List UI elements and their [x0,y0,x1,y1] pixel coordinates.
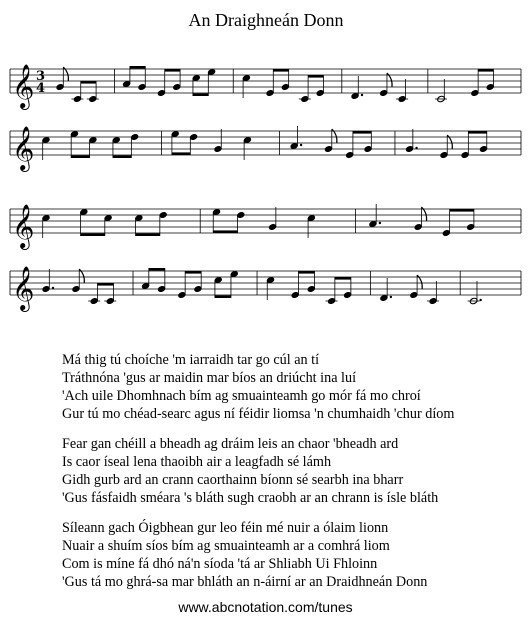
note-beam [335,277,351,280]
time-signature-top: 3 [36,69,46,84]
lyrics [62,351,454,603]
note-dot [379,222,381,224]
lyric-line: Gur tú mo chéad-searc agus ní féidir liomsa 'n chumhaidh 'chur díom [62,406,455,422]
note-beam [165,69,180,72]
stanza-2 [62,435,454,507]
staff-system [10,266,521,312]
note-beam [273,69,288,72]
note-beam [81,233,105,236]
note-dot [300,144,302,146]
treble-clef-icon: 𝄞 [12,64,35,108]
tune-title: An Draighneán Donn [188,10,344,30]
note-beam [71,155,89,158]
note-beam [353,131,371,134]
note-dot [361,94,363,96]
lyric-line: Fear gan chéill a bheadh ag dráim leis an chaor 'bheadh ard [62,436,399,452]
time-signature-bottom: 4 [36,81,46,96]
note-beam [450,209,474,212]
staff-system [10,126,521,172]
note-beam [81,81,96,84]
note-beam [136,233,160,236]
lyric-line: Nuair a shuím síos bím ag smuainteamh ar a comhrá liom [62,538,390,554]
note-beam [478,69,493,72]
note-beam [185,271,201,274]
note-dot [479,299,481,301]
lyric-line: Síleann gach Óigbhean gur leo féin mé nuir a ólaim lionn [62,520,389,536]
note-dot [415,147,417,149]
note-beam [213,230,237,233]
note-dot [52,287,54,289]
note-beam [97,283,113,286]
note-beam [113,155,131,158]
lyric-line: Is caor íseal lena thaoibh air a leagfadh sé lámh [62,454,332,470]
treble-clef-icon: 𝄞 [12,204,35,248]
staff-system [10,204,521,250]
note-beam [130,66,145,69]
lyric-line: Má thig tú choíche 'm iarraidh tar go cúl an tí [62,352,320,368]
note-beam [149,268,165,271]
note-beam [308,75,323,78]
stanza-1 [62,351,454,423]
treble-clef-icon: 𝄞 [12,126,35,170]
lyric-line: 'Ach uile Dhomhnach bím ag smuainteamh go mór fá mo chroí [62,388,421,404]
lyric-line: Tráthnóna 'gus ar maidin mar bíos an driúcht ina luí [62,370,357,386]
note-beam [298,271,314,274]
lyric-line: Com is míne fá dhó ná'n síoda 'tá ar Shliabh Ui Fhloinn [62,556,378,572]
note-beam [468,131,486,134]
note-beam [193,93,208,96]
lyric-line: 'Gus tá mo ghrá-sa mar bhláth an n-áirní ar an Draidhneán Donn [62,574,428,590]
staves [10,64,521,312]
lyric-line: Gidh gurb ard an crann caorthainn bíonn sé searbh ina bharr [62,472,404,488]
lyric-line: 'Gus fásfaidh sméara 's bláth sugh craobh ar an chrann is ísle bláth [62,490,439,506]
stanza-3 [62,519,454,591]
source-url[interactable]: www.abcnotation.com/tunes [178,599,353,615]
note-beam [172,152,190,155]
note-beam [215,295,231,298]
staff-system [10,64,521,110]
treble-clef-icon: 𝄞 [12,266,35,310]
note-dot [390,296,392,298]
